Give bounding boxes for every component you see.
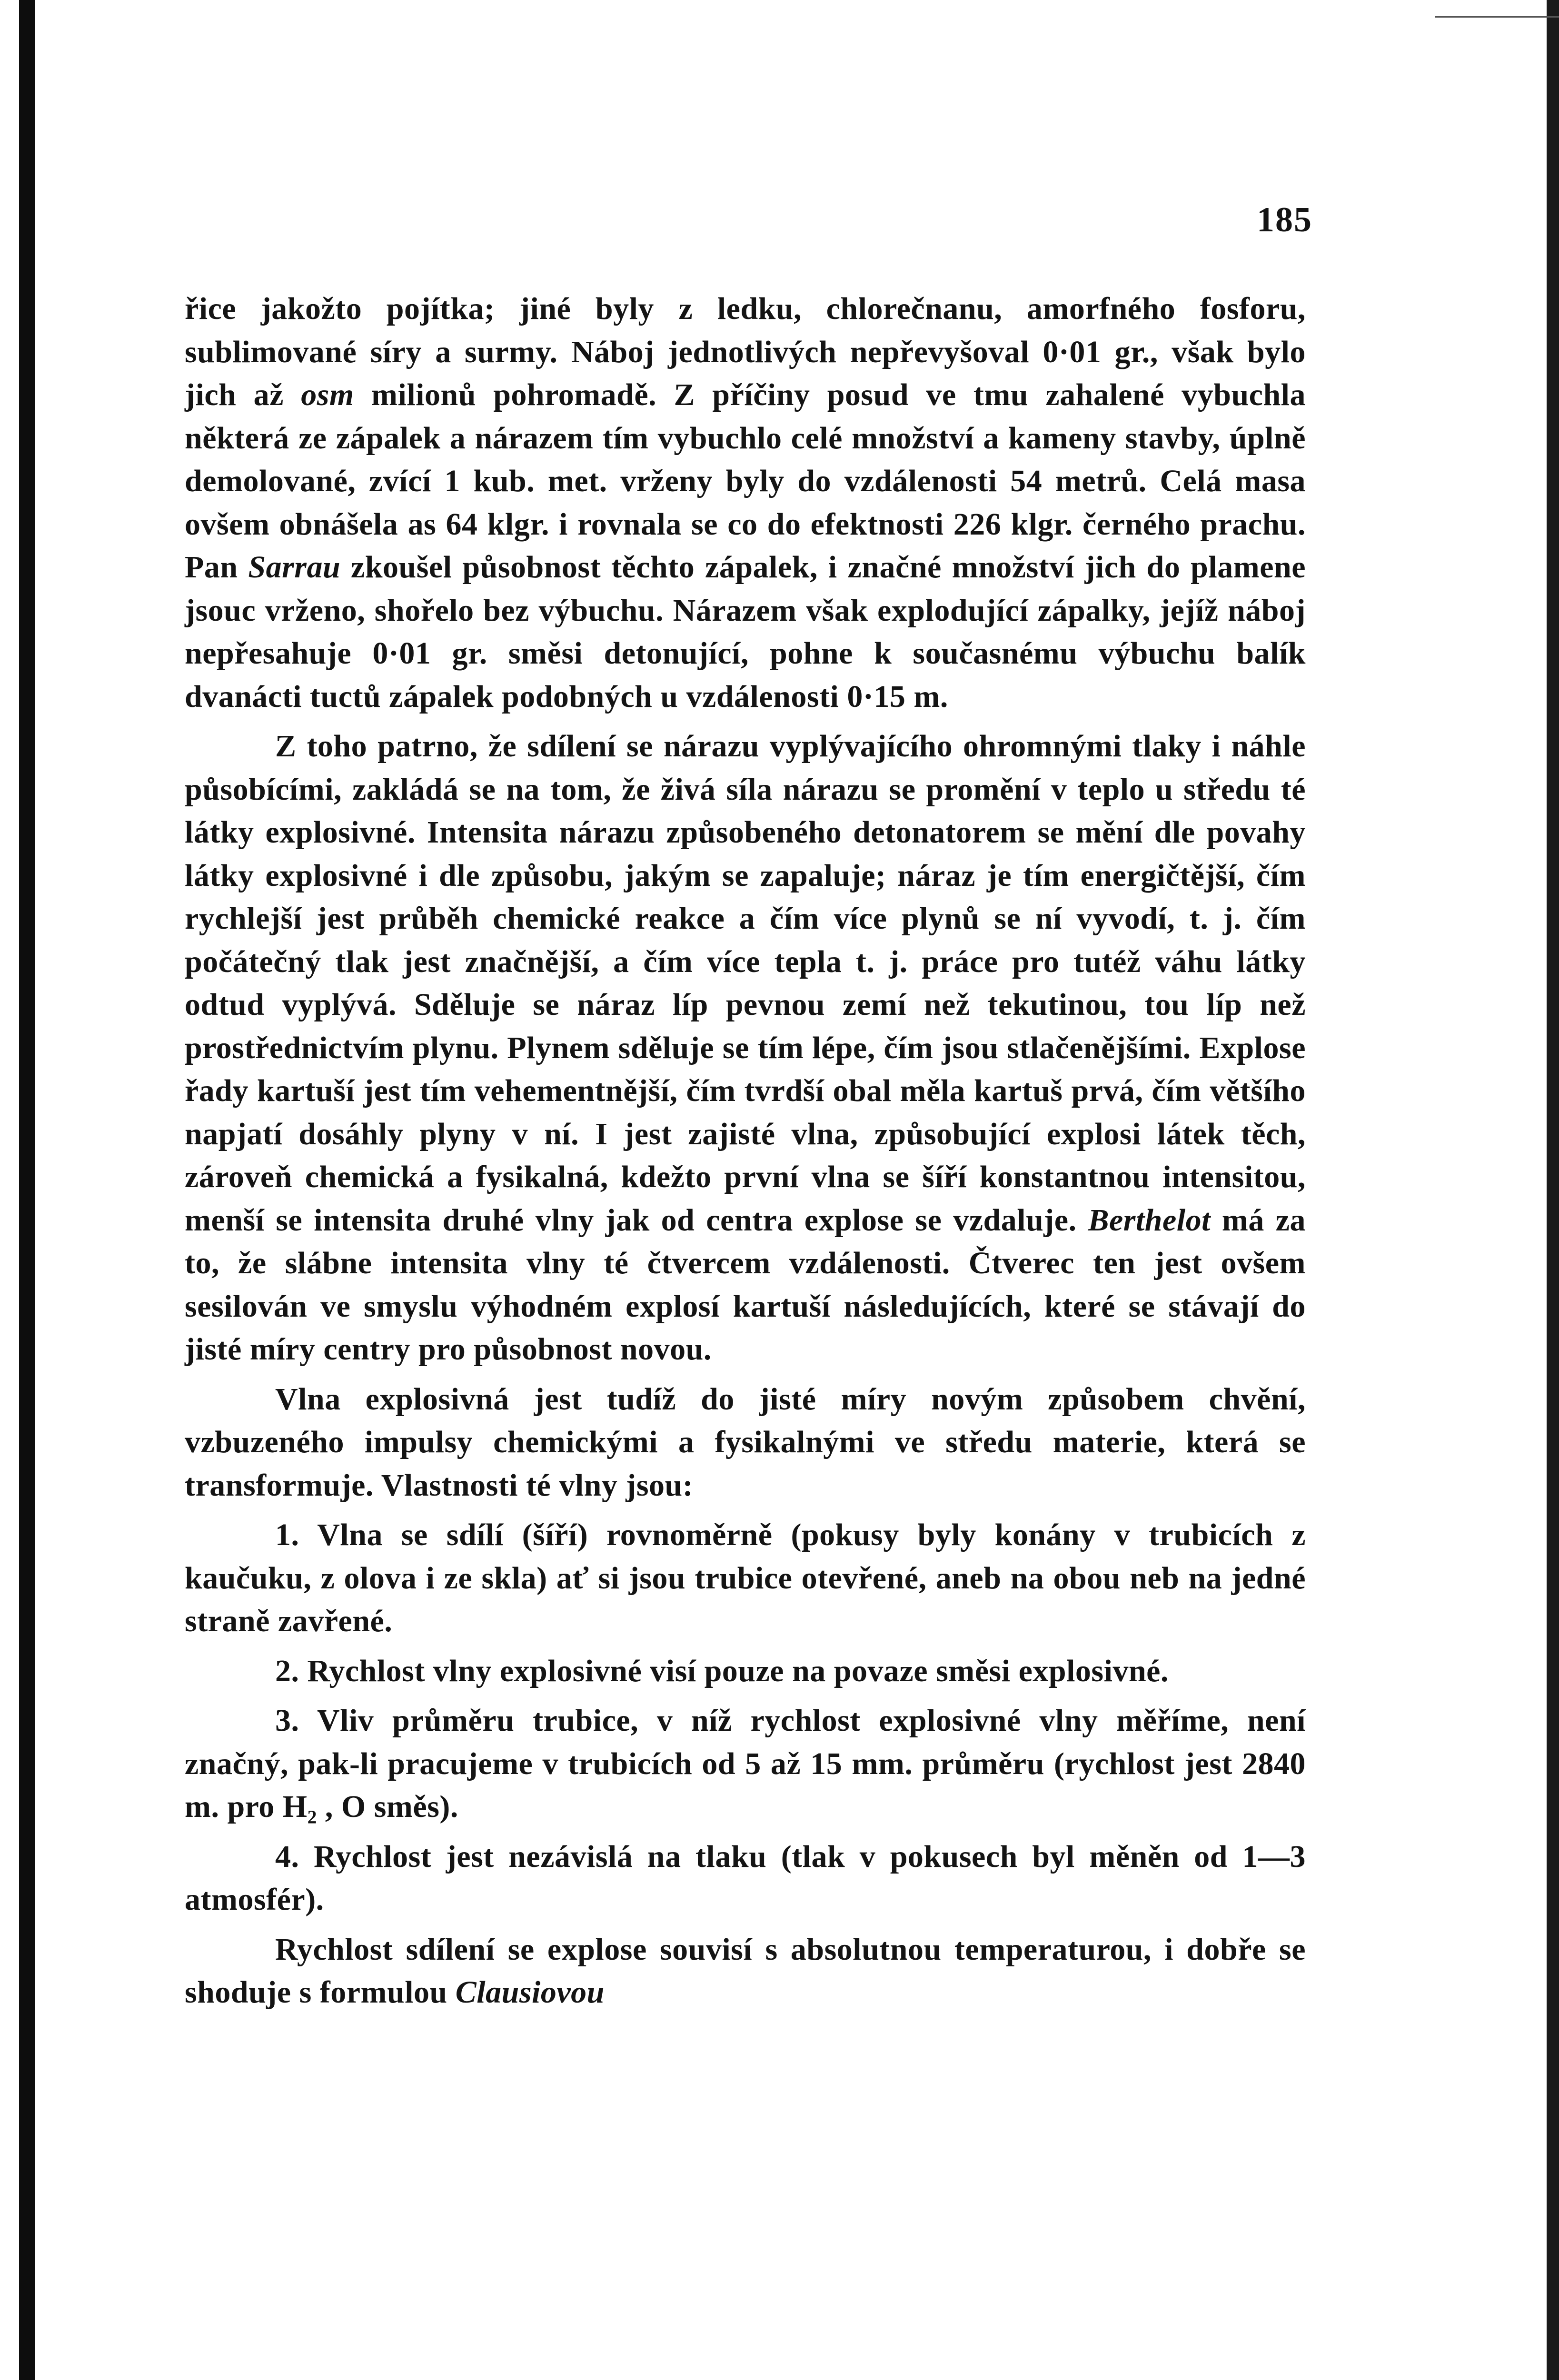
scan-border-left [19,0,35,2380]
scan-border-top-right [1435,0,1559,18]
list-item-3-text: 3. Vliv průměru trubice, v níž rychlost explosivné vlny měříme, není značný, pak-li pracujeme v trubicích od 5 až 15 mm. průměru (rychlost jest 2840 m. pro H₂ , O směs). [185,1703,1306,1824]
list-item-1-text: 1. Vlna se sdílí (šíří) rovnoměrně (pokusy byly konány v trubicích z kaučuku, z olova i ze skla) ať si jsou trubice otevřené, aneb na obou neb na jedné straně zavřené. [185,1517,1306,1638]
paragraph-2-text-b: má za to, že slábne intensita vlny té čtvercem vzdálenosti. Čtverec ten jest ovšem sesilován ve smyslu výhodném explosí kartuší následujících, které se stávají do jisté míry centry pro působnost novou. [185,1202,1306,1367]
body-text [185,288,1306,2021]
paragraph-1-italic-sarrau: Sarrau [248,550,341,585]
list-item-1 [185,1514,1306,1643]
paragraph-2-text-a: Z toho patrno, že sdílení se nárazu vyplývajícího ohromnými tlaky i náhle působícími, zakládá se na tom, že živá síla nárazu se promění v teplo u středu té látky explosivné. Intensita nárazu způsobeného detonatorem se mění dle povahy látky explosivné i dle způsobu, jakým se zapaluje; náraz je tím energičtější, čím rychlejší jest průběh chemické reakce a čím více plynů se ní vyvodí, t. j. čím počátečný tlak jest značnější, a čím více tepla t. j. práce pro tutéž váhu látky odtud vyplývá. Sděluje se náraz líp pevnou zemí než tekutinou, tou líp než prostřednictvím plynu. Plynem sděluje se tím lépe, čím jsou stlačenějšími. Explose řady kartuší jest tím vehementnější, čím tvrdší obal měla kartuš prvá, čím většího napjatí dosáhly plyny v ní. I jest zajisté vlna, způsobující explosi látek těch, zároveň chemická a fysikalná, kdežto první vlna se šíří konstantnou intensitou, menší se intensita druhé vlny jak od centra explose se vzdaluje. [185,729,1306,1238]
paragraph-final-italic-clausiovou: Clausiovou [455,1975,605,2010]
paragraph-3 [185,1378,1306,1507]
paragraph-1-text-b: milionů pohromadě. Z příčiny posud ve tmu zahalené vybuchla některá ze zápalek a nárazem tím vybuchlo celé množství a kameny stavby, úplně demolované, zvící 1 kub. met. vrženy byly do vzdálenosti 54 metrů. Celá masa ovšem obnášela as 64 klgr. i rovnala se co do efektnosti 226 klgr. černého prachu. Pan [185,377,1306,585]
list-item-4-text: 4. Rychlost jest nezávislá na tlaku (tlak v pokusech byl měněn od 1—3 atmosfér). [185,1839,1306,1917]
paragraph-1-text-a: řice jakožto pojítka; jiné byly z ledku, chlorečnanu, amorfného fosforu, sublimované síry a surmy. Náboj jednotlivých nepřevyšoval 0·01 gr., však bylo jich až [185,291,1306,412]
paragraph-final [185,1928,1306,2014]
paragraph-2-italic-berthelot: Berthelot [1088,1202,1211,1238]
paragraph-final-text: Rychlost sdílení se explose souvisí s absolutnou temperaturou, i dobře se shoduje s formulou [185,1932,1306,2010]
paragraph-3-text: Vlna explosivná jest tudíž do jisté míry novým způsobem chvění, vzbuzeného impulsy chemickými a fysikalnými ve středu materie, která se transformuje. Vlastnosti té vlny jsou: [185,1381,1306,1503]
list-item-3 [185,1699,1306,1829]
list-item-4 [185,1835,1306,1922]
paragraph-1-text-c: zkoušel působnost těchto zápalek, i značné množství jich do plamene jsouc vrženo, shořelo bez výbuchu. Nárazem však explodující zápalky, jejíž náboj nepřesahuje 0·01 gr. směsi detonující, pohne k současnému výbuchu balík dvanácti tuctů zápalek podobných u vzdálenosti 0·15 m. [185,550,1306,714]
list-item-2-text: 2. Rychlost vlny explosivné visí pouze na povaze směsi explosivné. [275,1653,1169,1688]
paragraph-2 [185,725,1306,1371]
page-number: 185 [1257,200,1312,239]
paragraph-1 [185,288,1306,718]
list-item-2 [185,1650,1306,1693]
scan-border-right [1547,0,1559,2380]
paragraph-1-italic-osm: osm [301,377,354,412]
